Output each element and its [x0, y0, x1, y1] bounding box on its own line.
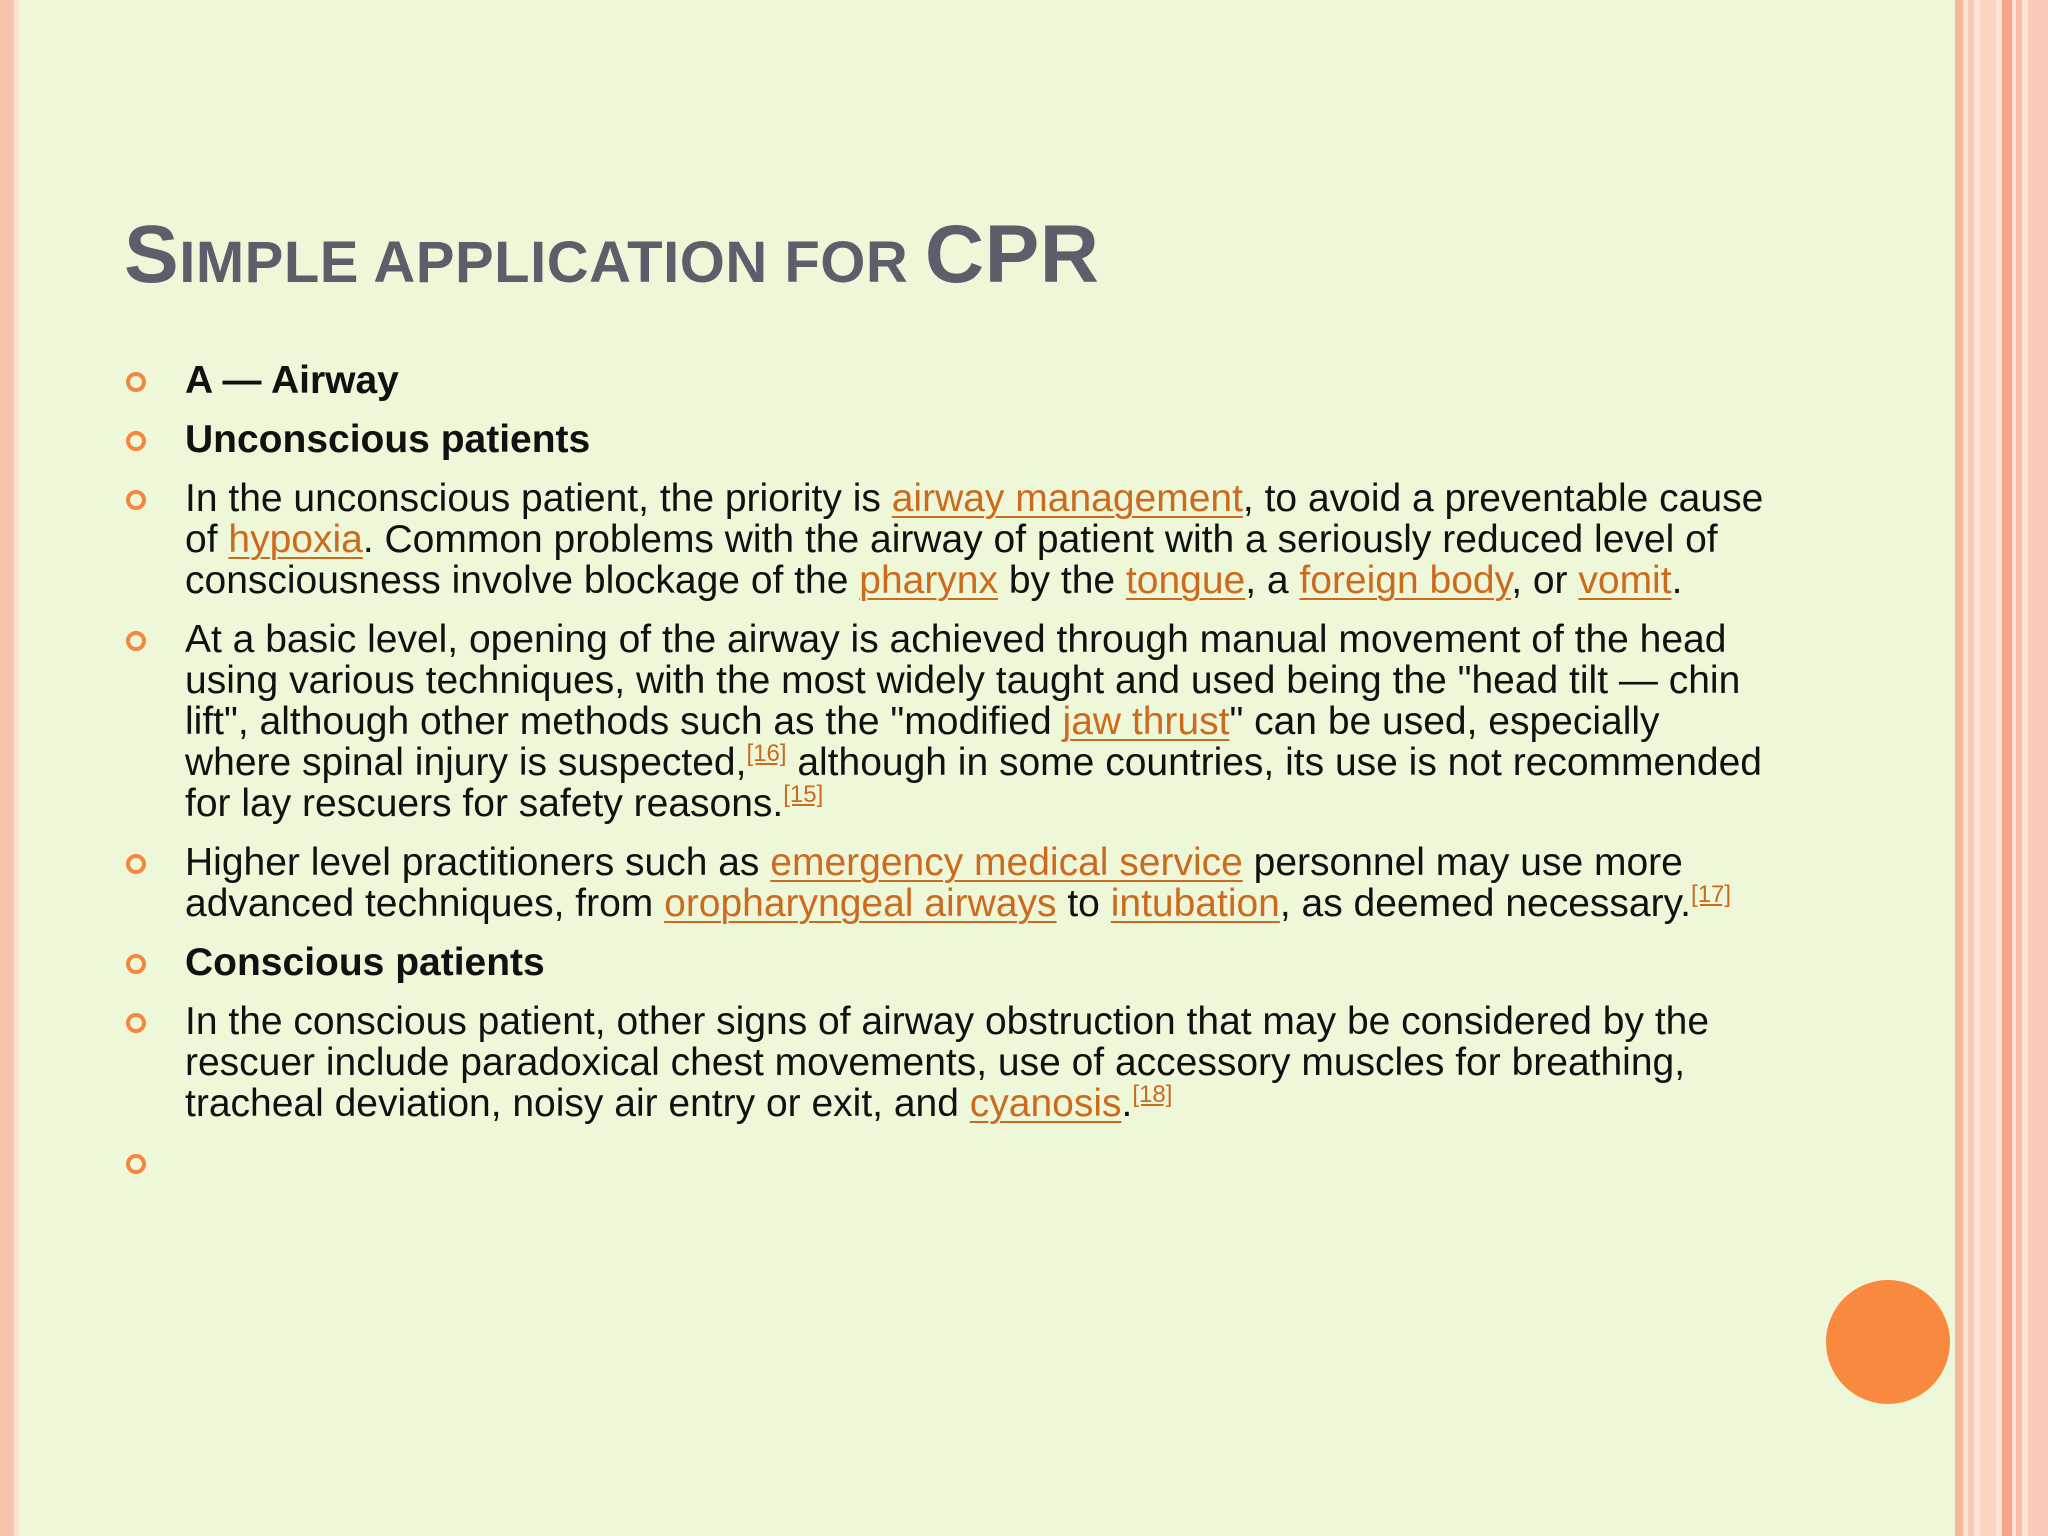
- bullet-circle-icon: [126, 490, 146, 510]
- right-border-stripe: [1968, 0, 1974, 1536]
- bullet-text: .: [1121, 1082, 1133, 1125]
- link-foreign-body[interactable]: foreign body: [1299, 559, 1512, 602]
- link-pharynx[interactable]: pharynx: [859, 559, 998, 602]
- bullet-item-conscious-heading: [124, 942, 1764, 983]
- title-first-capital: S: [124, 209, 180, 300]
- title-small-caps: IMPLE APPLICATION FOR: [179, 230, 925, 295]
- bullet-circle-icon: [126, 1013, 146, 1033]
- bullet-text: A — Airway: [185, 359, 399, 402]
- bullet-text: Unconscious patients: [185, 418, 591, 461]
- bullet-text: , or: [1511, 559, 1579, 602]
- bullet-circle-icon: [126, 954, 146, 974]
- link-oropharyngeal-airways[interactable]: oropharyngeal airways: [664, 882, 1057, 925]
- reference-16[interactable]: [16]: [746, 740, 787, 767]
- bullet-text: by the: [998, 559, 1126, 602]
- bullet-text: In the unconscious patient, the priority is: [185, 477, 892, 520]
- bullet-text: Conscious patients: [185, 941, 545, 984]
- right-border-stripe: [1955, 0, 1963, 1536]
- bullet-text: Higher level practitioners such as: [185, 841, 771, 884]
- bullet-item-empty: [124, 1142, 1764, 1183]
- bullet-list: [124, 360, 1764, 1201]
- bullet-circle-icon: [126, 631, 146, 651]
- bullet-text: " can be used, especially where spinal injury is suspected,: [185, 700, 1660, 784]
- bullet-item-airway-heading: [124, 360, 1764, 401]
- bullet-circle-icon: [126, 854, 146, 874]
- decorative-orange-circle: [1826, 1280, 1950, 1404]
- right-border-stripe: [2002, 0, 2012, 1536]
- link-airway-management[interactable]: airway management: [891, 477, 1243, 520]
- title-acronym: CPR: [924, 209, 1100, 300]
- bullet-item-unconscious-heading: [124, 419, 1764, 460]
- bullet-item-conscious-text: [124, 1001, 1764, 1124]
- bullet-text: .: [1671, 559, 1683, 602]
- link-tongue[interactable]: tongue: [1125, 559, 1246, 602]
- bullet-text: In the conscious patient, other signs of airway obstruction that may be considered by the rescuer include paradoxical chest movements, use of accessory muscles for breathing, tracheal deviation, noisy air entry or exit, and: [185, 1000, 1710, 1125]
- bullet-text: , to avoid a preventable cause of: [185, 477, 1764, 561]
- right-border-stripe: [2028, 0, 2048, 1536]
- bullet-text: . Common problems with the airway of patient with a seriously reduced level of consciousness involve blockage of the: [185, 518, 1718, 602]
- reference-18[interactable]: [18]: [1132, 1081, 1173, 1108]
- bullet-text: , a: [1245, 559, 1300, 602]
- link-vomit[interactable]: vomit: [1578, 559, 1672, 602]
- right-border-stripe: [1980, 0, 1996, 1536]
- bullet-text: to: [1056, 882, 1111, 925]
- reference-15[interactable]: [15]: [783, 781, 824, 808]
- bullet-item-higher-level: [124, 842, 1764, 924]
- bullet-text: personnel may use more advanced techniques, from: [185, 841, 1683, 925]
- link-intubation[interactable]: intubation: [1110, 882, 1280, 925]
- left-border-stripe-inner: [14, 0, 19, 1536]
- right-border-stripe: [2016, 0, 2022, 1536]
- left-border-stripe: [0, 0, 14, 1536]
- bullet-text: , as deemed necessary.: [1279, 882, 1692, 925]
- link-jaw-thrust[interactable]: jaw thrust: [1062, 700, 1230, 743]
- bullet-text: At a basic level, opening of the airway is achieved through manual movement of the head using various techniques, with the most widely taught and used being the "head tilt — chin lift", although other methods such as the "modified: [185, 618, 1741, 743]
- slide-title: [124, 208, 1100, 302]
- bullet-item-basic-level: [124, 619, 1764, 824]
- bullet-item-unconscious-text: [124, 478, 1764, 601]
- bullet-circle-icon: [126, 431, 146, 451]
- link-emergency-medical-service[interactable]: emergency medical service: [770, 841, 1243, 884]
- bullet-circle-icon: [126, 1154, 146, 1174]
- reference-17[interactable]: [17]: [1691, 881, 1732, 908]
- bullet-circle-icon: [126, 372, 146, 392]
- bullet-text: [185, 1141, 196, 1184]
- link-cyanosis[interactable]: cyanosis: [969, 1082, 1122, 1125]
- link-hypoxia[interactable]: hypoxia: [228, 518, 363, 561]
- bullet-text: although in some countries, its use is not recommended for lay rescuers for safety reasons.: [185, 741, 1762, 825]
